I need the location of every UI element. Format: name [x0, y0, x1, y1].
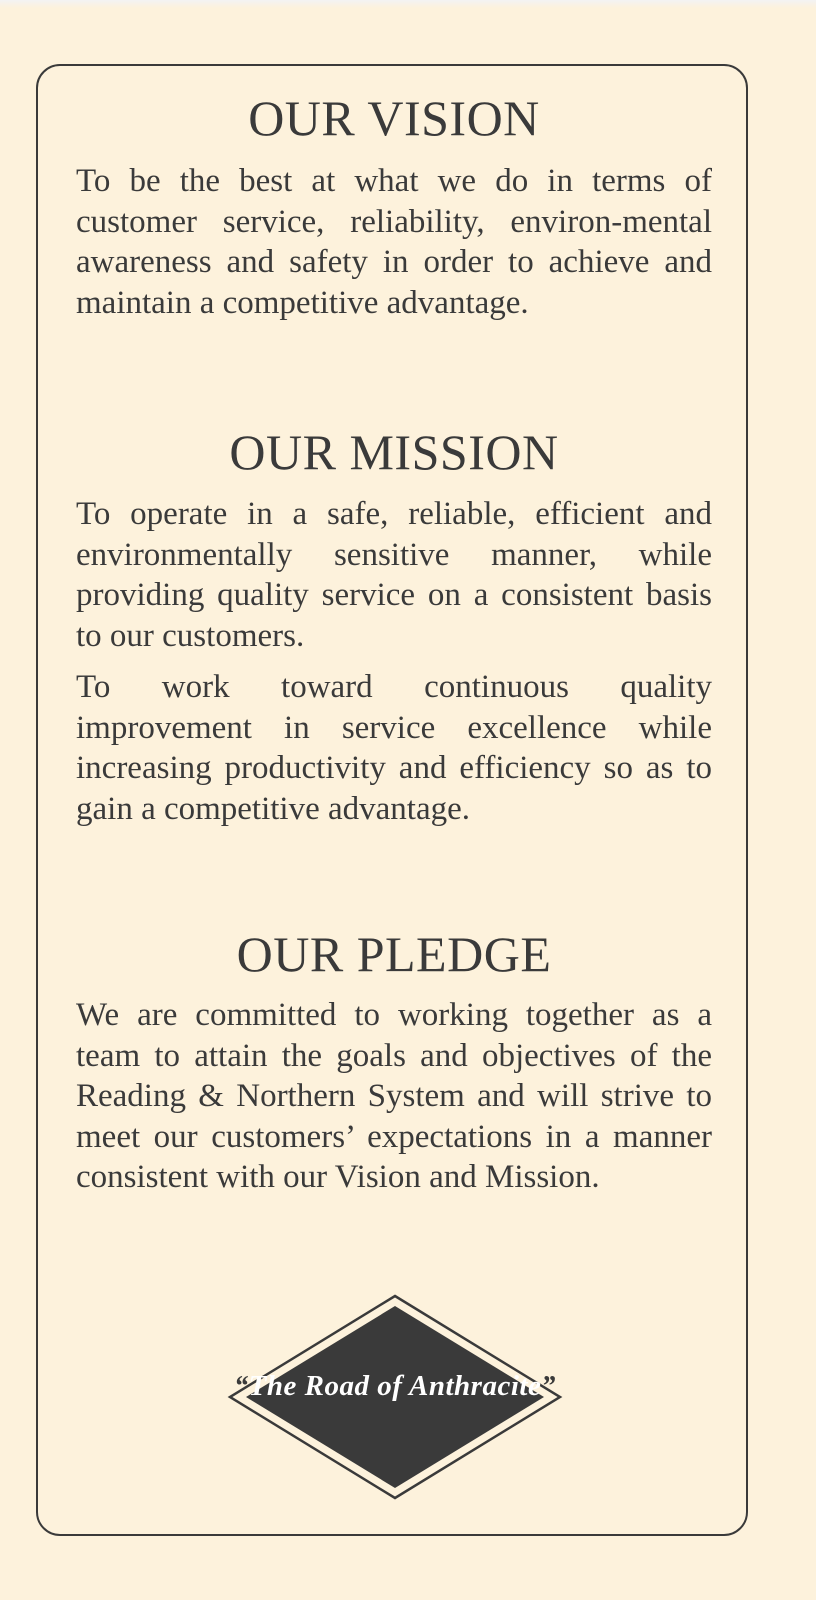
vision-section — [76, 88, 712, 323]
mission-heading: OUR MISSION — [229, 424, 559, 480]
mission-paragraph-1: To operate in a safe, reliable, efficient and environmentally sensitive manner, while providing quality service on a consistent basis to our customers. — [76, 496, 712, 654]
mission-paragraph-2: To work toward continuous quality improvement in service excellence while increasing productivity and efficiency so as to gain a competitive advantage. — [76, 669, 712, 827]
page-top-edge — [0, 0, 816, 8]
road-of-anthracite-logo — [180, 1292, 610, 1502]
logo-open-quote: “ — [234, 1371, 249, 1402]
mission-section — [76, 422, 712, 829]
vision-paragraph: To be the best at what we do in terms of customer service, reliability, environ-mental awareness and safety in order to achieve and maintain a competitive advantage. — [76, 163, 712, 321]
logo-slogan-text: The Road of Anthracite — [248, 1370, 542, 1402]
vision-heading: OUR VISION — [248, 90, 540, 146]
pledge-section — [76, 924, 712, 1198]
pledge-paragraph: We are committed to working together as a team to attain the goals and objectives of the Reading & Northern System and will strive to meet our customers’ expectations in a manner consistent with our Vision and Mission. — [76, 997, 712, 1195]
logo-slogan — [180, 1370, 610, 1403]
pledge-heading: OUR PLEDGE — [236, 926, 552, 982]
logo-close-quote: ” — [541, 1371, 556, 1402]
